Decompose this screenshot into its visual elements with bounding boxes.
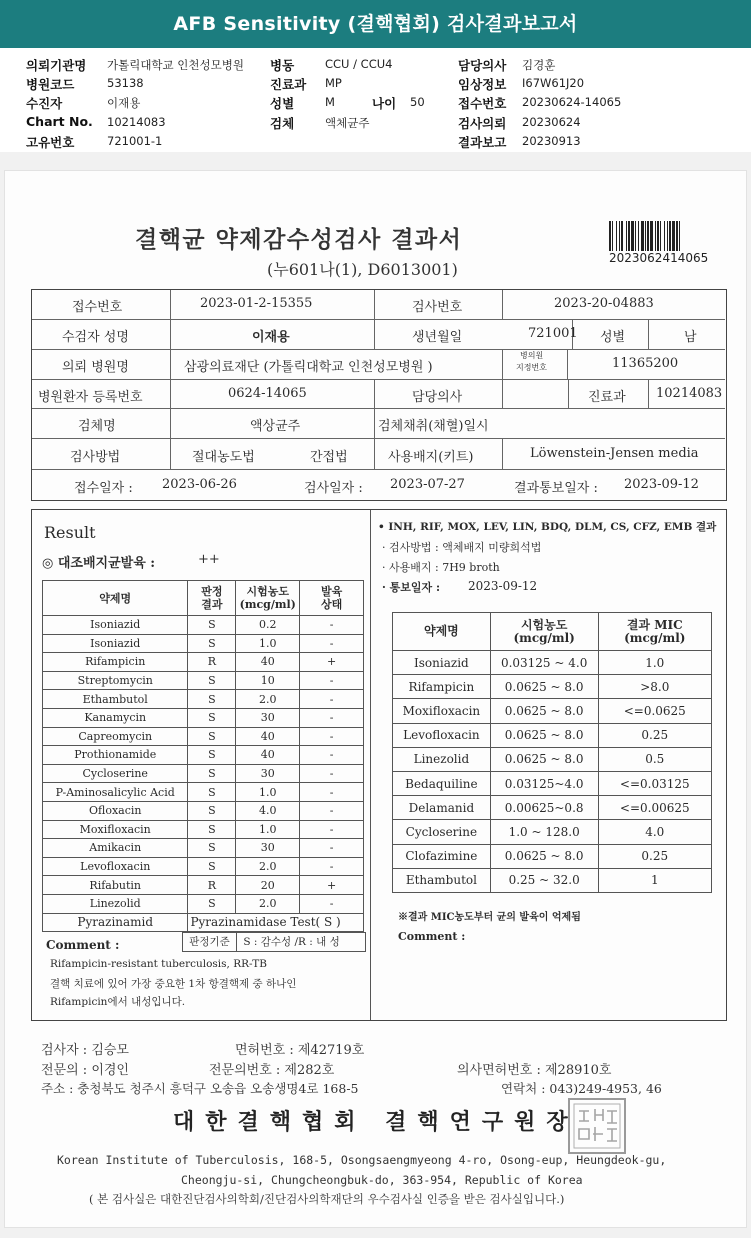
mic-method: · 검사방법 : 액체배지 미량희석법: [382, 541, 542, 554]
method-label: 검사방법: [70, 450, 121, 465]
growth-status: -: [300, 671, 364, 690]
growth-status: -: [300, 783, 364, 802]
concentration: 1.0: [236, 783, 300, 802]
report-title: 결핵균 약제감수성검사 결과서: [135, 226, 463, 253]
col-concentration: 시험농도 (mcg/ml): [236, 581, 300, 616]
header-label: 성별: [270, 96, 295, 111]
result-value: S: [188, 820, 236, 839]
sex-label: 성별: [600, 330, 626, 345]
tested-label: 검사일자 :: [304, 481, 363, 496]
doctor-license-no: 의사면허번호 : 제28910호: [457, 1063, 612, 1078]
hospital-label: 의뢰 병원명: [62, 360, 129, 375]
drug-name: Ethambutol: [393, 868, 491, 892]
header-label: 담당의사: [458, 58, 507, 73]
drug-name: Moxifloxacin: [393, 699, 491, 723]
drug-name: Clofazimine: [393, 844, 491, 868]
header-label: 수진자: [26, 96, 63, 111]
mic-medium: · 사용배지 : 7H9 broth: [382, 561, 500, 574]
hospital-code-label: 병의원: [520, 351, 544, 360]
reg-no-label: 병원환자 등록번호: [38, 390, 143, 405]
drug-name: Isoniazid: [43, 634, 188, 653]
header-label: 진료과: [270, 77, 307, 92]
criteria-box: [182, 932, 366, 952]
test-no: 2023-20-04883: [554, 296, 654, 311]
table-row: [43, 764, 364, 783]
header-value: 50: [410, 95, 425, 109]
header-label: Chart No.: [26, 114, 93, 129]
concentration: 10: [236, 671, 300, 690]
report-subtitle: (누601나(1), D6013001): [267, 260, 458, 279]
header-label: 병동: [270, 58, 295, 73]
growth-status: -: [300, 727, 364, 746]
header-value: 20230624: [522, 115, 581, 129]
collection-label: 검체채취(채혈)일시: [378, 419, 489, 434]
growth-status: -: [300, 820, 364, 839]
drug-name: Cycloserine: [43, 764, 188, 783]
table-row: [393, 796, 712, 820]
result-value: S: [188, 634, 236, 653]
info-table: [31, 289, 727, 501]
concentration-range: 0.25 ~ 32.0: [490, 868, 598, 892]
header-value: 10214083: [107, 115, 166, 129]
header-label: 결과보고: [458, 135, 507, 150]
concentration: 4.0: [236, 801, 300, 820]
concentration: 40: [236, 746, 300, 765]
drug-name: Levofloxacin: [393, 723, 491, 747]
method-1: 절대농도법: [192, 450, 255, 465]
mic-value: <=0.03125: [598, 771, 711, 795]
header-value: CCU / CCU4: [325, 57, 393, 71]
patient-name-label: 수검자 성명: [62, 330, 129, 345]
susceptibility-table: [42, 580, 364, 932]
specialist-no: 전문의번호 : 제282호: [209, 1063, 335, 1078]
header-info: [0, 52, 751, 148]
birth-label: 생년월일: [412, 330, 463, 345]
result-value: S: [188, 671, 236, 690]
drug-name: Linezolid: [393, 747, 491, 771]
control-growth-value: ++: [198, 552, 220, 567]
patient-name: 이재용: [252, 330, 290, 345]
mic-value: 4.0: [598, 820, 711, 844]
growth-status: +: [300, 653, 364, 672]
table-row: [393, 651, 712, 675]
tested: 2023-07-27: [390, 477, 465, 492]
pza-result: Pyrazinamidase Test( S ): [188, 913, 364, 931]
result-value: S: [188, 839, 236, 858]
table-row: [43, 634, 364, 653]
growth-status: -: [300, 894, 364, 913]
concentration-range: 0.03125~4.0: [490, 771, 598, 795]
concentration-range: 0.0625 ~ 8.0: [490, 747, 598, 771]
header-value: 가톨릭대학교 인천성모병원: [107, 58, 244, 72]
reception-no: 2023-01-2-15355: [200, 296, 313, 311]
drug-name: Capreomycin: [43, 727, 188, 746]
header-value: MP: [325, 76, 342, 90]
concentration: 0.2: [236, 616, 300, 635]
header-value: 액체균주: [325, 116, 370, 130]
table-row: [43, 876, 364, 895]
concentration-range: 0.03125 ~ 4.0: [490, 651, 598, 675]
col-drug: 약제명: [393, 613, 491, 651]
table-row: [393, 723, 712, 747]
concentration: 30: [236, 764, 300, 783]
barcode-icon: [609, 221, 713, 251]
drug-name: Bedaquiline: [393, 771, 491, 795]
comment-line: 결핵 치료에 있어 가장 중요한 1차 항결핵제 중 하나인: [50, 978, 297, 990]
mic-value: <=0.0625: [598, 699, 711, 723]
concentration: 30: [236, 708, 300, 727]
concentration-range: 0.0625 ~ 8.0: [490, 675, 598, 699]
birth: 721001: [528, 326, 578, 341]
kit: Löwenstein-Jensen media: [530, 446, 699, 461]
criteria-value: S : 감수성 /R : 내 성: [243, 936, 340, 948]
pza-drug: Pyrazinamid: [43, 913, 188, 931]
col-result: 판정 결과: [188, 581, 236, 616]
comment-line: Rifampicin-resistant tuberculosis, RR-TB: [50, 958, 267, 970]
concentration: 30: [236, 839, 300, 858]
header-label: 검체: [270, 116, 295, 131]
table-row: [393, 844, 712, 868]
notified: 2023-09-12: [624, 477, 699, 492]
header-label: 접수번호: [458, 96, 507, 111]
institute-name: 대한결핵협회 결핵연구원장: [173, 1109, 579, 1135]
criteria-label: 판정기준: [183, 933, 237, 951]
dept: 10214083: [656, 386, 723, 401]
concentration: 20: [236, 876, 300, 895]
specimen: 액상균주: [250, 419, 301, 434]
header-value: M: [325, 95, 335, 109]
reception-no-label: 접수번호: [72, 300, 123, 315]
table-row: [393, 771, 712, 795]
growth-status: -: [300, 708, 364, 727]
result-value: R: [188, 653, 236, 672]
drug-name: Linezolid: [43, 894, 188, 913]
growth-status: -: [300, 839, 364, 858]
growth-status: -: [300, 746, 364, 765]
concentration-range: 0.0625 ~ 8.0: [490, 723, 598, 747]
table-row: [393, 820, 712, 844]
col-concentration: 시험농도 (mcg/ml): [490, 613, 598, 651]
control-growth-label: ◎ 대조배지균발육 :: [42, 556, 156, 571]
drug-name: Ofloxacin: [43, 801, 188, 820]
header-value: 20230913: [522, 134, 581, 148]
received-label: 접수일자 :: [74, 481, 133, 496]
english-address: Cheongju-si, Chungcheongbuk-do, 363-954, Republic of Korea: [181, 1173, 583, 1187]
header-value: 김경훈: [522, 58, 556, 72]
result-value: S: [188, 857, 236, 876]
barcode-number: 2023062414065: [609, 251, 709, 265]
header-value: 이재용: [107, 96, 141, 110]
growth-status: -: [300, 616, 364, 635]
result-value: S: [188, 727, 236, 746]
header-value: 20230624-14065: [522, 95, 622, 109]
mic-value: 1: [598, 868, 711, 892]
growth-status: -: [300, 690, 364, 709]
method-2: 간접법: [310, 450, 348, 465]
notified-label: 결과통보일자 :: [514, 481, 598, 496]
growth-status: +: [300, 876, 364, 895]
mic-date-label: · 통보일자 :: [382, 581, 441, 594]
header-label: 의뢰기관명: [26, 58, 87, 73]
header-label: 임상정보: [458, 77, 507, 92]
col-mic: 결과 MIC (mcg/ml): [598, 613, 711, 651]
mic-value: 0.25: [598, 844, 711, 868]
result-value: S: [188, 783, 236, 802]
drug-name: Prothionamide: [43, 746, 188, 765]
header-value: 53138: [107, 76, 144, 90]
specimen-label: 검체명: [78, 419, 116, 434]
hospital-code-label: 지정번호: [516, 363, 547, 372]
table-row: [393, 868, 712, 892]
hospital: 삼광의료재단 (가톨릭대학교 인천성모병원 ): [184, 360, 433, 375]
header-label: 병원코드: [26, 77, 75, 92]
license-no: 면허번호 : 제42719호: [235, 1043, 365, 1058]
concentration: 1.0: [236, 820, 300, 839]
drug-name: Delamanid: [393, 796, 491, 820]
growth-status: -: [300, 764, 364, 783]
drug-name: Amikacin: [43, 839, 188, 858]
drug-name: P-Aminosalicylic Acid: [43, 783, 188, 802]
mic-value: <=0.00625: [598, 796, 711, 820]
contact: 연락처 : 043)249-4953, 46: [501, 1081, 662, 1096]
table-row: [43, 690, 364, 709]
concentration: 1.0: [236, 634, 300, 653]
mic-value: 0.5: [598, 747, 711, 771]
header-value: 721001-1: [107, 134, 163, 148]
col-drug: 약제명: [43, 581, 188, 616]
result-value: S: [188, 690, 236, 709]
drug-name: Isoniazid: [393, 651, 491, 675]
result-value: S: [188, 746, 236, 765]
header-label: 나이: [372, 96, 397, 111]
result-value: S: [188, 764, 236, 783]
concentration: 2.0: [236, 857, 300, 876]
header-value: I67W61J20: [522, 76, 585, 90]
table-row: [43, 653, 364, 672]
mic-comment-label: Comment :: [398, 930, 466, 943]
drug-name: Rifampicin: [43, 653, 188, 672]
result-title: Result: [44, 523, 96, 542]
english-address: Korean Institute of Tuberculosis, 168-5, Osongsaengmyeong 4-ro, Osong-eup, Heungdeok-gu,: [57, 1153, 667, 1167]
mic-table: [392, 612, 712, 893]
concentration: 40: [236, 727, 300, 746]
specialist: 전문의 : 이경인: [41, 1063, 129, 1078]
sex: 남: [684, 330, 697, 345]
mic-value: 1.0: [598, 651, 711, 675]
table-row: [43, 857, 364, 876]
drug-name: Cycloserine: [393, 820, 491, 844]
scanned-report: [4, 170, 747, 1228]
kit-label: 사용배지(키트): [388, 450, 474, 465]
table-row: [43, 894, 364, 913]
mic-value: 0.25: [598, 723, 711, 747]
table-row: [43, 783, 364, 802]
col-growth: 발육 상태: [300, 581, 364, 616]
header-label: 검사의뢰: [458, 116, 507, 131]
result-value: S: [188, 708, 236, 727]
table-row: [43, 820, 364, 839]
result-value: R: [188, 876, 236, 895]
reg-no: 0624-14065: [228, 386, 307, 401]
table-row: [393, 747, 712, 771]
mic-value: >8.0: [598, 675, 711, 699]
comment-label: Comment :: [46, 938, 120, 952]
drug-name: Isoniazid: [43, 616, 188, 635]
result-value: S: [188, 801, 236, 820]
header-label: 고유번호: [26, 135, 75, 150]
mic-note: ※결과 MIC농도부터 균의 발육이 억제됨: [398, 912, 581, 923]
tester: 검사자 : 김승모: [41, 1043, 129, 1058]
comment-line: Rifampicin에서 내성입니다.: [50, 996, 186, 1008]
drug-name: Kanamycin: [43, 708, 188, 727]
concentration-range: 1.0 ~ 128.0: [490, 820, 598, 844]
mic-header: • INH, RIF, MOX, LEV, LIN, BDQ, DLM, CS, CFZ, EMB 결과: [378, 521, 717, 533]
drug-name: Rifabutin: [43, 876, 188, 895]
result-section: [31, 509, 727, 1021]
concentration-range: 0.00625~0.8: [490, 796, 598, 820]
concentration: 40: [236, 653, 300, 672]
address: 주소 : 충청북도 청주시 흥덕구 오송읍 오송생명4로 168-5: [41, 1081, 359, 1096]
drug-name: Rifampicin: [393, 675, 491, 699]
drug-name: Levofloxacin: [43, 857, 188, 876]
received: 2023-06-26: [162, 477, 237, 492]
official-seal-icon: [567, 1097, 627, 1155]
report-banner: AFB Sensitivity (결핵협회) 검사결과보고서: [0, 0, 751, 48]
table-row: [43, 671, 364, 690]
table-row: [393, 675, 712, 699]
result-value: S: [188, 894, 236, 913]
table-row: [43, 746, 364, 765]
doctor-label: 담당의사: [412, 390, 463, 405]
concentration-range: 0.0625 ~ 8.0: [490, 844, 598, 868]
table-row: [43, 727, 364, 746]
growth-status: -: [300, 634, 364, 653]
hospital-code: 11365200: [612, 356, 679, 371]
table-row: [43, 616, 364, 635]
table-row: [43, 801, 364, 820]
growth-status: -: [300, 801, 364, 820]
concentration: 2.0: [236, 894, 300, 913]
table-row: [393, 699, 712, 723]
test-no-label: 검사번호: [412, 300, 463, 315]
growth-status: -: [300, 857, 364, 876]
mic-date: 2023-09-12: [468, 579, 538, 593]
concentration: 2.0: [236, 690, 300, 709]
drug-name: Moxifloxacin: [43, 820, 188, 839]
dept-label: 진료과: [588, 390, 626, 405]
result-value: S: [188, 616, 236, 635]
table-row: [43, 839, 364, 858]
concentration-range: 0.0625 ~ 8.0: [490, 699, 598, 723]
drug-name: Ethambutol: [43, 690, 188, 709]
drug-name: Streptomycin: [43, 671, 188, 690]
certification-note: ( 본 검사실은 대한진단검사의학회/진단검사의학재단의 우수검사실 인증을 받은 검사실입니다.): [89, 1192, 565, 1206]
table-row: [43, 708, 364, 727]
